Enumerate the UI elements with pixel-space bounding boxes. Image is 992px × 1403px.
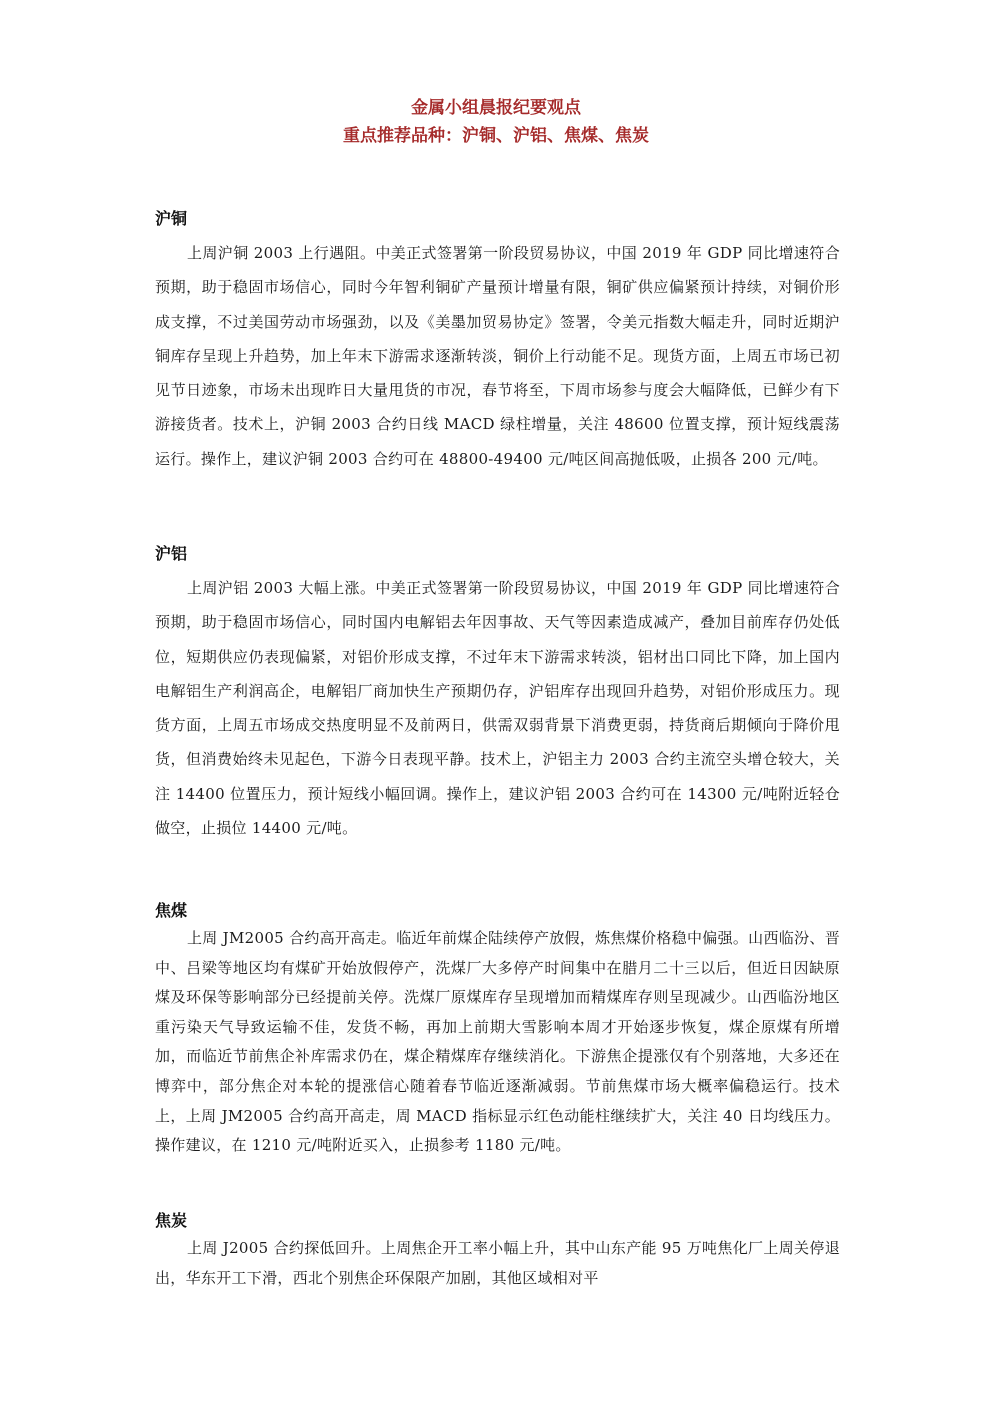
section-coke <box>155 1209 840 1293</box>
document-header <box>0 94 992 150</box>
section-aluminum <box>155 542 840 845</box>
section-paragraph: 上周沪铝 2003 大幅上涨。中美正式签署第一阶段贸易协议，中国 2019 年 GDP 同比增速符合预期，助于稳固市场信心，同时国内电解铝去年因事故、天气等因素造成减产，叠加目前库存仍处低位，短期供应仍表现偏紧，对铝价形成支撑，不过年末下游需求转淡，铝材出口同比下降，加上国内电解铝生产利润高企，电解铝厂商加快生产预期仍存，沪铝库存出现回升趋势，对铝价形成压力。现货方面，上周五市场成交热度明显不及前两日，供需双弱背景下消费更弱，持货商后期倾向于降价甩货，但消费始终未见起色，下游今日表现平静。技术上，沪铝主力 2003 合约主流空头增仓较大，关注 14400 位置压力，预计短线小幅回调。操作上，建议沪铝 2003 合约可在 14300 元/吨附近轻仓做空，止损位 14400 元/吨。 <box>155 579 840 838</box>
section-title: 沪铝 <box>155 544 188 563</box>
section-coking-coal <box>155 899 840 1161</box>
section-title: 焦炭 <box>155 1211 188 1230</box>
document-subtitle: 重点推荐品种：沪铜、沪铝、焦煤、焦炭 <box>343 126 649 146</box>
section-copper <box>155 207 840 476</box>
section-title: 沪铜 <box>155 209 188 228</box>
section-paragraph: 上周沪铜 2003 上行遇阻。中美正式签署第一阶段贸易协议，中国 2019 年 GDP 同比增速符合预期，助于稳固市场信心，同时今年智利铜矿产量预计增量有限，铜矿供应偏紧预计持续，对铜价形成支撑，不过美国劳动市场强劲，以及《美墨加贸易协定》签署，令美元指数大幅走升，同时近期沪铜库存呈现上升趋势，加上年末下游需求逐渐转淡，铜价上行动能不足。现货方面，上周五市场已初见节日迹象，市场未出现昨日大量甩货的市况，春节将至，下周市场参与度会大幅降低，已鲜少有下游接货者。技术上，沪铜 2003 合约日线 MACD 绿柱增量，关注 48600 位置支撑，预计短线震荡运行。操作上，建议沪铜 2003 合约可在 48800-49400 元/吨区间高抛低吸，止损各 200 元/吨。 <box>155 244 840 468</box>
document-title: 金属小组晨报纪要观点 <box>411 98 581 118</box>
section-title: 焦煤 <box>155 901 188 920</box>
section-paragraph: 上周 JM2005 合约高开高走。临近年前煤企陆续停产放假，炼焦煤价格稳中偏强。山西临汾、晋中、吕梁等地区均有煤矿开始放假停产，洗煤厂大多停产时间集中在腊月二十三以后，但近日因缺原煤及环保等影响部分已经提前关停。洗煤厂原煤库存呈现增加而精煤库存则呈现减少。山西临汾地区重污染天气导致运输不佳，发货不畅，再加上前期大雪影响本周才开始逐步恢复，煤企原煤有所增加，而临近节前焦企补库需求仍在，煤企精煤库存继续消化。下游焦企提涨仅有个别落地，大多还在博弈中，部分焦企对本轮的提涨信心随着春节临近逐渐减弱。节前焦煤市场大概率偏稳运行。技术上，上周 JM2005 合约高开高走，周 MACD 指标显示红色动能柱继续扩大，关注 40 日均线压力。操作建议，在 1210 元/吨附近买入，止损参考 1180 元/吨。 <box>155 929 840 1155</box>
section-paragraph: 上周 J2005 合约探低回升。上周焦企开工率小幅上升，其中山东产能 95 万吨焦化厂上周关停退出，华东开工下滑，西北个别焦企环保限产加剧，其他区域相对平 <box>155 1239 840 1287</box>
